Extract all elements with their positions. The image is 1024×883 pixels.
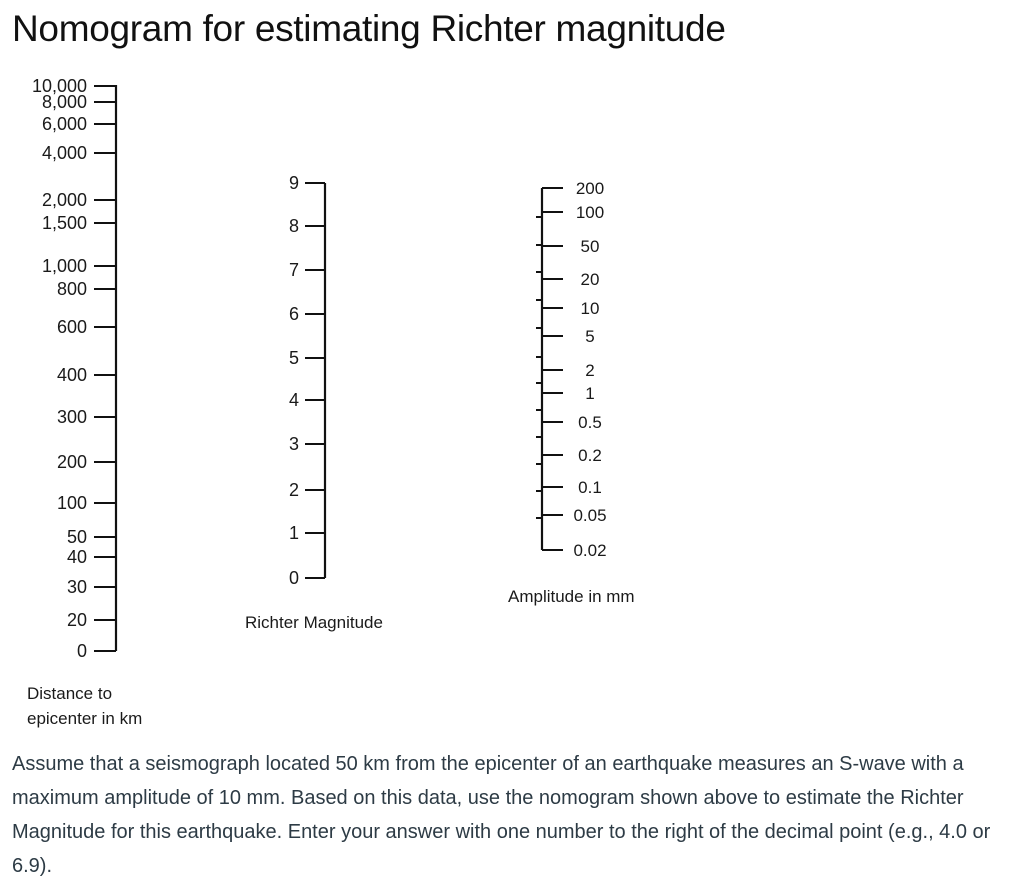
amplitude-tick-label: 0.2 [578, 446, 602, 465]
amplitude-scale [508, 179, 635, 606]
magnitude-tick-label: 1 [288, 523, 299, 543]
distance-tick-label: 20 [66, 610, 87, 630]
amplitude-tick-label: 1 [585, 384, 595, 403]
magnitude-label: Richter Magnitude [245, 613, 383, 632]
distance-tick-label: 200 [56, 452, 87, 472]
magnitude-tick-label: 8 [288, 216, 299, 236]
distance-tick-label: 6,000 [41, 114, 87, 134]
distance-scale [27, 76, 142, 728]
distance-tick-label: 600 [56, 317, 87, 337]
distance-tick-label: 40 [66, 547, 87, 567]
amplitude-tick-label: 50 [580, 237, 600, 256]
amplitude-tick-label: 0.5 [578, 413, 602, 432]
distance-tick-label: 1,500 [41, 213, 87, 233]
distance-tick-label: 4,000 [41, 143, 87, 163]
amplitude-tick-label: 0.1 [578, 478, 602, 497]
amplitude-tick-label: 100 [575, 203, 605, 222]
magnitude-tick-label: 9 [288, 173, 299, 193]
magnitude-tick-label: 0 [288, 568, 299, 588]
distance-tick-label: 8,000 [41, 92, 87, 112]
magnitude-tick-label: 2 [288, 480, 299, 500]
amplitude-tick-label: 200 [575, 179, 605, 198]
magnitude-tick-label: 5 [288, 348, 299, 368]
distance-tick-label: 400 [56, 365, 87, 385]
distance-label-line2: epicenter in km [27, 709, 143, 728]
distance-tick-label: 1,000 [41, 256, 87, 276]
magnitude-tick-label: 3 [288, 434, 299, 454]
magnitude-tick-label: 6 [288, 304, 299, 324]
distance-tick-label: 0 [76, 641, 87, 661]
amplitude-tick-label: 20 [580, 270, 600, 289]
distance-tick-label: 50 [66, 527, 87, 547]
amplitude-tick-label: 5 [585, 327, 595, 346]
magnitude-tick-label: 7 [288, 260, 299, 280]
amplitude-label: Amplitude in mm [508, 587, 635, 606]
amplitude-tick-label: 2 [585, 361, 595, 380]
distance-tick-label: 30 [66, 577, 87, 597]
page-title: Nomogram for estimating Richter magnitude [12, 8, 726, 49]
magnitude-scale [245, 173, 383, 632]
distance-tick-label: 10,000 [31, 76, 87, 96]
magnitude-tick-label: 4 [288, 390, 299, 410]
question-text: Assume that a seismograph located 50 km from the epicenter of an earthquake measures an S-wave with a maximum amplitude of 10 mm. Based on this data, use the nomogram shown above to estimate the Richter Magnitude for this earthquake. Enter your answer with one number to the right of the decimal point (e.g., 4.0 or 6.9). [12, 753, 991, 877]
amplitude-tick-label: 0.05 [573, 506, 607, 525]
distance-tick-label: 300 [56, 407, 87, 427]
distance-tick-label: 2,000 [41, 190, 87, 210]
distance-tick-label: 100 [56, 493, 87, 513]
amplitude-tick-label: 0.02 [573, 541, 607, 560]
amplitude-tick-label: 10 [580, 299, 600, 318]
distance-label-line1: Distance to [27, 684, 113, 703]
distance-tick-label: 800 [56, 279, 87, 299]
